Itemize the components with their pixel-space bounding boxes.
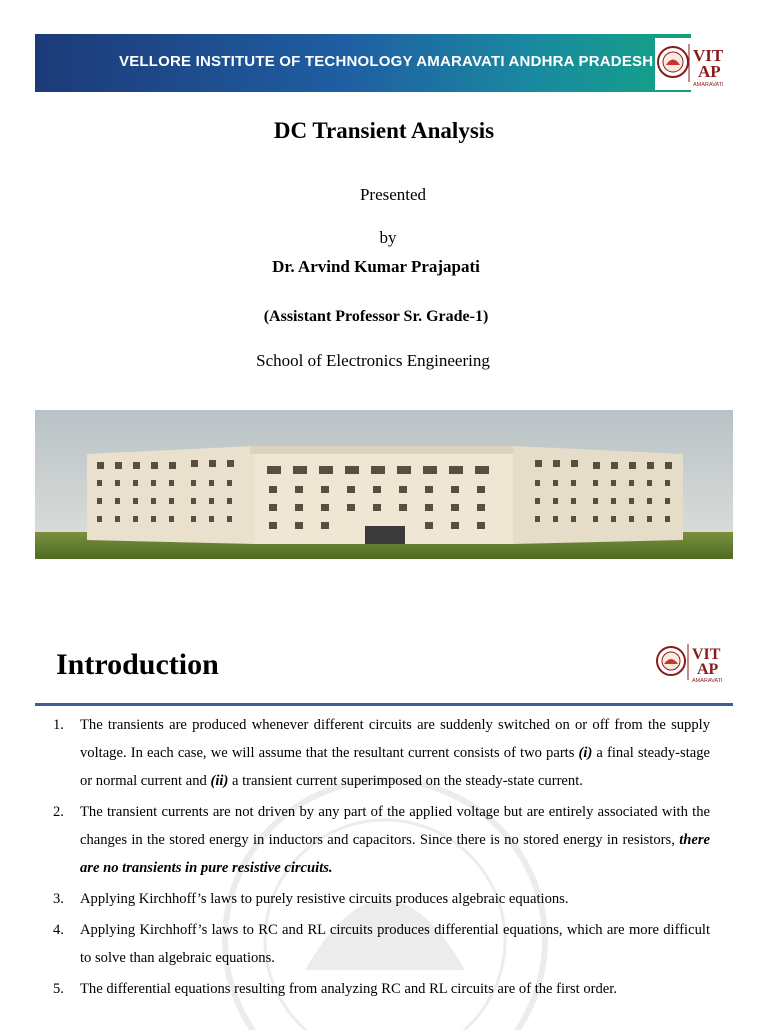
logo-caption: AMARAVATI [692, 678, 723, 684]
author-name: Dr. Arvind Kumar Prajapati [272, 257, 480, 276]
list-item-text: The differential equations resulting from analyzing RC and RL circuits are of the first order. [80, 981, 617, 997]
presented-label: Presented [359, 185, 427, 204]
list-item [50, 798, 710, 882]
logo-line1: VIT [693, 46, 724, 65]
vit-ap-logo-small-graphic [654, 640, 730, 684]
header-banner [35, 34, 733, 92]
by-label: by [379, 228, 397, 247]
vit-ap-logo [655, 38, 729, 90]
slide-title: DC Transient Analysis [273, 118, 495, 143]
heading-divider [35, 703, 733, 706]
list-item-emphasis: (i) [578, 745, 593, 761]
logo-line2: AP [698, 62, 721, 81]
list-item-number: 1. [53, 717, 64, 733]
list-item-text: The transient currents are not driven by any part of the applied voltage but are entirely associated with the changes in the stored energy in inductors and capacitors. Since there is no stored energy in resistors, [80, 804, 710, 848]
campus-building-image [35, 410, 733, 559]
intro-list [50, 711, 710, 1006]
list-item-emphasis: (ii) [210, 773, 229, 789]
list-item-text: The transients are produced whenever different circuits are suddenly switched on or off from the supply voltage. In each case, we will assume that the resultant current consists of two parts [80, 717, 710, 761]
logo-caption: AMARAVATI [693, 82, 724, 88]
list-item [50, 916, 710, 972]
list-item [50, 885, 710, 913]
vit-ap-logo-small [654, 640, 730, 684]
logo-line1: VIT [692, 646, 721, 663]
list-item-emphasis: there are no transients in pure resistive circuits. [80, 832, 710, 876]
author-designation: (Assistant Professor Sr. Grade-1) [263, 308, 489, 325]
list-item-text: Applying Kirchhoff’s laws to purely resistive circuits produces algebraic equations. [80, 891, 569, 907]
vit-ap-logo-graphic [655, 38, 729, 90]
intro-heading: Introduction [56, 648, 219, 681]
list-item-text: Applying Kirchhoff’s laws to RC and RL circuits produces differential equations, which are more difficult to solve than algebraic equations. [80, 922, 710, 966]
list-item-number: 3. [53, 891, 64, 907]
list-item-number: 2. [53, 804, 64, 820]
list-item [50, 711, 710, 795]
list-item-number: 4. [53, 922, 64, 938]
list-item-number: 5. [53, 981, 64, 997]
list-item-text: a final steady-stage or normal current and [80, 745, 710, 789]
logo-line2: AP [697, 661, 719, 678]
banner-title: VELLORE INSTITUTE OF TECHNOLOGY AMARAVATI ANDHRA PRADESH [119, 53, 654, 70]
list-item [50, 975, 710, 1003]
school-name: School of Electronics Engineering [256, 351, 490, 370]
list-item-text: a transient current superimposed on the steady-state current. [228, 773, 583, 789]
